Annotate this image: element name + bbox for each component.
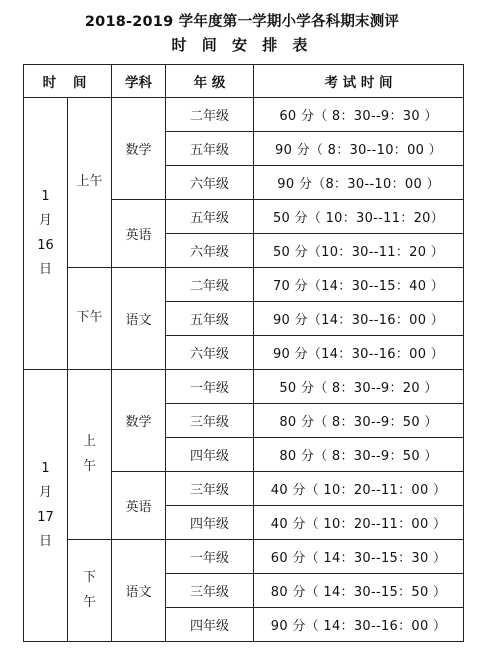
subject-cell: 语文 xyxy=(112,268,166,370)
grade-cell: 一年级 xyxy=(166,540,254,574)
header-subject: 学科 xyxy=(112,65,166,98)
exam-time-cell: 90 分（14：30--16：00 ） xyxy=(254,336,464,370)
table-row xyxy=(24,98,464,132)
grade-cell: 三年级 xyxy=(166,574,254,608)
exam-time-cell: 80 分（ 14：30--15：50 ） xyxy=(254,574,464,608)
date-cell: 1 月 16 日 xyxy=(24,98,68,370)
grade-cell: 六年级 xyxy=(166,166,254,200)
exam-time-cell: 90 分（ 14：30--16：00 ） xyxy=(254,608,464,642)
grade-cell: 三年级 xyxy=(166,472,254,506)
grade-cell: 三年级 xyxy=(166,404,254,438)
page-title: 2018-2019 学年度第一学期小学各科期末测评 xyxy=(84,14,400,30)
exam-time-cell: 90 分（ 8：30--10：00 ） xyxy=(254,132,464,166)
grade-cell: 五年级 xyxy=(166,302,254,336)
subject-cell: 语文 xyxy=(112,540,166,642)
subject-cell: 英语 xyxy=(112,200,166,268)
exam-time-cell: 40 分（ 10：20--11：00 ） xyxy=(254,472,464,506)
page-subtitle: 时 间 安 排 表 xyxy=(171,36,313,54)
header-grade: 年 级 xyxy=(166,65,254,98)
exam-time-cell: 50 分（ 10：30--11：20） xyxy=(254,200,464,234)
exam-time-cell: 80 分（ 8：30--9：50 ） xyxy=(254,404,464,438)
date-cell: 1 月 17 日 xyxy=(24,370,68,642)
schedule-body xyxy=(24,98,464,642)
period-cell: 下午 xyxy=(68,268,112,370)
period-cell: 上 午 xyxy=(68,370,112,540)
table-row xyxy=(24,268,464,302)
subject-cell: 数学 xyxy=(112,370,166,472)
subject-cell: 英语 xyxy=(112,472,166,540)
table-row xyxy=(24,370,464,404)
grade-cell: 五年级 xyxy=(166,132,254,166)
period-cell: 下 午 xyxy=(68,540,112,642)
grade-cell: 五年级 xyxy=(166,200,254,234)
grade-cell: 六年级 xyxy=(166,234,254,268)
exam-time-cell: 70 分（14：30--15：40 ） xyxy=(254,268,464,302)
exam-time-cell: 90 分（14：30--16：00 ） xyxy=(254,302,464,336)
subject-cell: 数学 xyxy=(112,98,166,200)
header-exam-time: 考 试 时 间 xyxy=(254,65,464,98)
grade-cell: 四年级 xyxy=(166,438,254,472)
grade-cell: 四年级 xyxy=(166,506,254,540)
exam-time-cell: 50 分（10：30--11：20 ） xyxy=(254,234,464,268)
exam-time-cell: 60 分（ 14：30--15：30 ） xyxy=(254,540,464,574)
grade-cell: 四年级 xyxy=(166,608,254,642)
table-row xyxy=(24,540,464,574)
grade-cell: 一年级 xyxy=(166,370,254,404)
grade-cell: 二年级 xyxy=(166,268,254,302)
exam-time-cell: 50 分（ 8：30--9：20 ） xyxy=(254,370,464,404)
exam-time-cell: 60 分（ 8：30--9：30 ） xyxy=(254,98,464,132)
header-time: 时 间 xyxy=(24,65,112,98)
header-row xyxy=(24,65,464,98)
period-cell: 上午 xyxy=(68,98,112,268)
grade-cell: 二年级 xyxy=(166,98,254,132)
exam-time-cell: 80 分（ 8：30--9：50 ） xyxy=(254,438,464,472)
grade-cell: 六年级 xyxy=(166,336,254,370)
exam-time-cell: 40 分（ 10：20--11：00 ） xyxy=(254,506,464,540)
schedule-table xyxy=(23,64,464,642)
exam-time-cell: 90 分（8：30--10：00 ） xyxy=(254,166,464,200)
